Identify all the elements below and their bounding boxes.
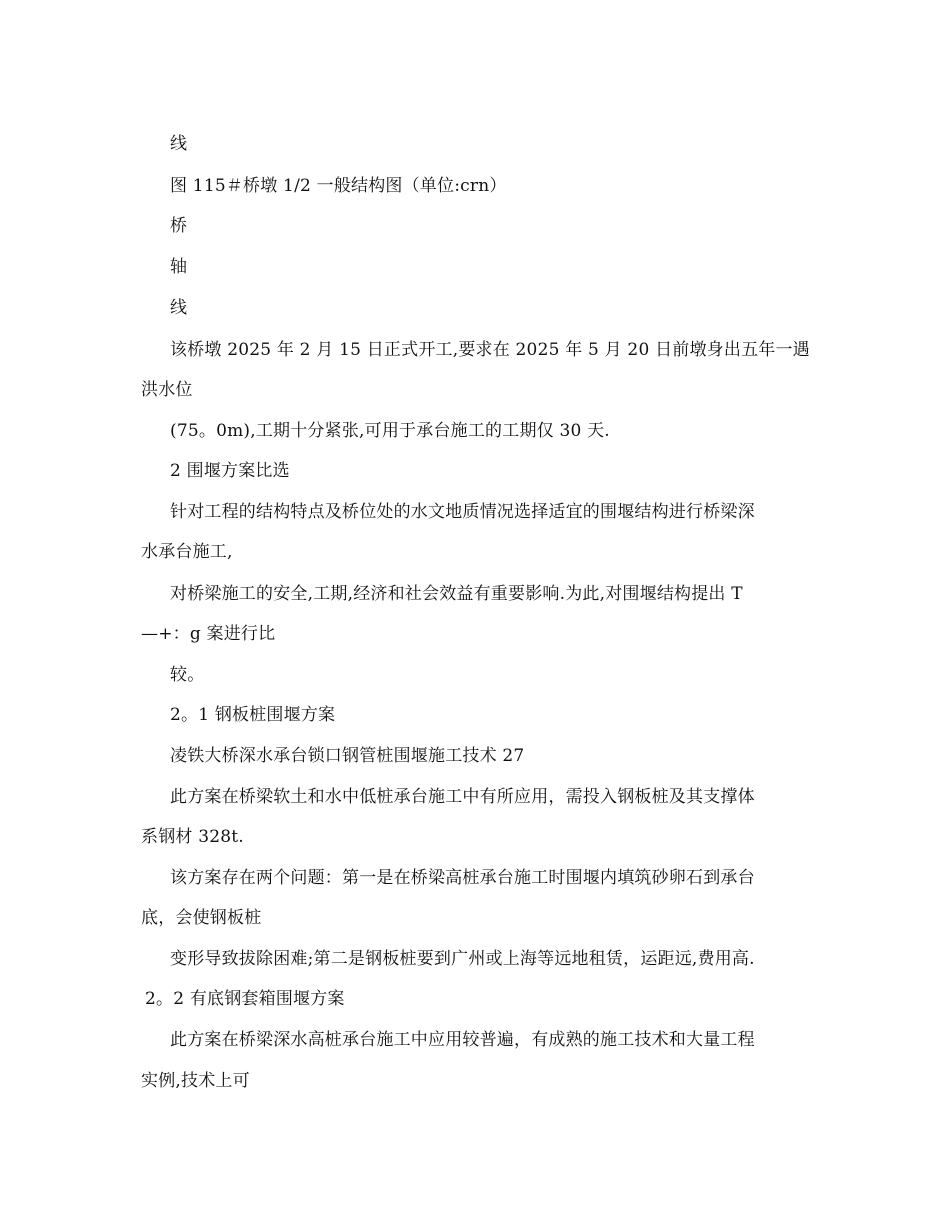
paragraph-line: 系钢材 328t. xyxy=(141,827,244,847)
text-line: 线 xyxy=(170,298,188,318)
section-heading: 2 围堰方案比选 xyxy=(170,461,290,481)
paragraph-line: 水承台施工, xyxy=(141,542,233,562)
paragraph-line: 针对工程的结构特点及桥位处的水文地质情况选择适宜的围堰结构进行桥梁深 xyxy=(170,502,755,522)
paragraph-line: 此方案在桥梁深水高桩承台施工中应用较普遍，有成熟的施工技术和大量工程 xyxy=(170,1030,755,1050)
paragraph-line: 底，会使钢板桩 xyxy=(141,908,262,928)
text-line: 桥 xyxy=(170,216,188,236)
paragraph-line: 该方案存在两个问题：第一是在桥梁高桩承台施工时围堰内填筑砂卵石到承台 xyxy=(170,868,755,888)
paragraph-line: —+：g 案进行比 xyxy=(141,624,276,644)
running-header: 凌铁大桥深水承台锁口钢管桩围堰施工技术 27 xyxy=(170,746,525,766)
paragraph-line: (75。0m),工期十分紧张,可用于承台施工的工期仅 30 天. xyxy=(170,421,610,441)
section-heading: 2。1 钢板桩围堰方案 xyxy=(170,705,336,725)
text-line: 线 xyxy=(170,134,188,154)
paragraph-line: 洪水位 xyxy=(141,380,193,400)
text-line: 轴 xyxy=(170,257,188,277)
figure-caption: 图 115＃桥墩 1/2 一般结构图（单位:crn） xyxy=(170,176,507,196)
paragraph-line: 实例,技术上可 xyxy=(141,1071,250,1091)
paragraph-line: 变形导致拔除困难;第二是钢板桩要到广州或上海等远地租赁，运距远,费用高. xyxy=(170,949,755,969)
section-heading: 2。2 有底钢套箱围堰方案 xyxy=(145,989,345,1009)
paragraph-line: 较。 xyxy=(170,665,205,685)
paragraph-line: 该桥墩 2025 年 2 月 15 日正式开工,要求在 2025 年 5 月 20 日前墩身出五年一遇 xyxy=(170,340,810,360)
paragraph-line: 对桥梁施工的安全,工期,经济和社会效益有重要影响.为此,对围堰结构提出 T xyxy=(170,584,743,604)
paragraph-line: 此方案在桥梁软土和水中低桩承台施工中有所应用，需投入钢板桩及其支撑体 xyxy=(170,787,755,807)
